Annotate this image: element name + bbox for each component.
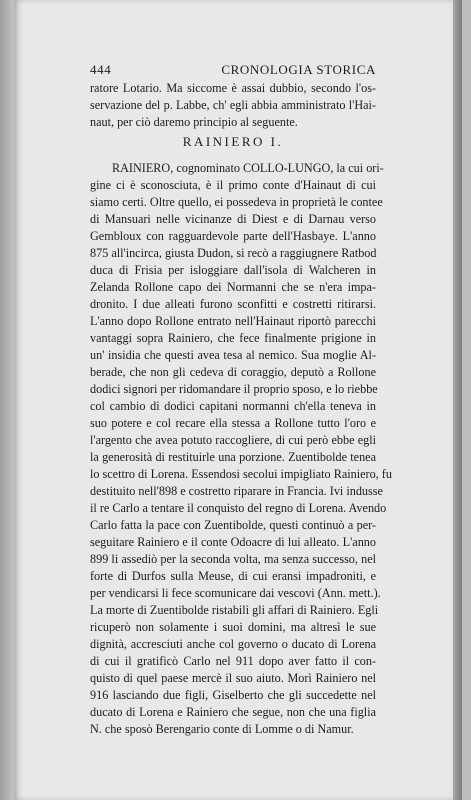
text-line: L'anno dopo Rollone entrato nell'Hainaut riportò parecchi [90, 314, 376, 328]
text-line: ducato di Lorena e Rainiero che segue, non che una figlia [90, 705, 376, 719]
text-line: Zelanda Rollone capo dei Normanni che se n'era impa- [90, 280, 376, 294]
text-line: 875 all'incirca, giusta Dudon, si recò a raggiugnere Ratbod [90, 246, 377, 260]
text-line: di Mansuari nelle vicinanze di Diest e di Darnau verso [90, 212, 376, 226]
text-line: per vendicarsi li fece scomunicare dai vescovi (Ann. mett.). [90, 586, 381, 600]
text-line: lo scettro di Lorena. Essendosi secolui impigliato Rainiero, fu [90, 467, 392, 481]
running-head [90, 62, 376, 78]
book-spine-shadow [0, 0, 14, 800]
text-line: un' insidia che questi avea tesa al nemico. Sua moglie Al- [90, 348, 376, 362]
text-line: quisto di quel paese mercè il suo aiuto. Morì Rainiero nel [90, 671, 376, 685]
text-line: destituito nell'898 e costretto riparare in Francia. Ivi indusse [90, 484, 383, 498]
text-line: seguitare Rainiero e il conte Odoacre di lui alleato. L'anno [90, 535, 376, 549]
text-line: 899 li assediò per la seconda volta, ma senza successo, nel [90, 552, 376, 566]
text-line: dronito. I due alleati furono sconfitti e costretti ritirarsi. [90, 297, 376, 311]
running-title: CRONOLOGIA STORICA [221, 62, 376, 77]
text-line: ratore Lotario. Ma siccome è assai dubbio, secondo l'os- [90, 81, 376, 95]
section-title: RAINIERO I. [182, 134, 284, 149]
text-line: forte di Durfos sulla Meuse, di cui eransi impadroniti, e [90, 569, 376, 583]
text-line: siamo certi. Oltre quello, ei possedeva in proprietà le contee [90, 195, 383, 209]
text-line: l'argento che avea potuto raccogliere, di cui però ebbe egli [90, 433, 376, 447]
text-line: Carlo fatta la pace con Zuentibolde, questi continuò a per- [90, 518, 376, 532]
text-line: suo potere e col recare ella stessa a Rollone tutto l'oro e [90, 416, 376, 430]
text-line: N. che sposò Berengario conte di Lomme o di Namur. [90, 722, 354, 736]
page-number: 444 [90, 62, 112, 77]
text-line: servazione del p. Labbe, ch' egli abbia amministrato l'Hai- [90, 98, 376, 112]
text-line: il re Carlo a tentare il conquisto del regno di Lorena. Avendo [90, 501, 387, 515]
page-edge-shadow [453, 0, 462, 800]
text-line: la generosità di restituirle una porzione. Zuentibolde tenea [90, 450, 376, 464]
text-line: vantaggi sopra Rainiero, che fece finalmente prigione in [90, 331, 376, 345]
text-line: dodici signori per ridomandare il proprio sposo, e lo riebbe [90, 382, 378, 396]
text-line: gine ci è sconosciuta, è il primo conte d'Hainaut di cui [90, 178, 376, 192]
text-line: Gembloux con ragguardevole parte dell'Hasbaye. L'anno [90, 229, 376, 243]
text-line: berade, che non gli cedeva di coraggio, deputò a Rollone [90, 365, 376, 379]
text-line: duca di Frisia per isloggiare dall'isola di Walcheren in [90, 263, 376, 277]
text-line: RAINIERO, cognominato COLLO-LUNGO, la cui ori- [112, 161, 384, 175]
text-line: di cui il gratificò Carlo nel 911 dopo aver fatto il con- [90, 654, 376, 668]
text-line: 916 lasciando due figli, Giselberto che gli succedette nel [90, 688, 376, 702]
text-line: dignità, accresciuti anche col governo o ducato di Lorena [90, 637, 376, 651]
text-line: naut, per ciò daremo principio al seguente. [90, 115, 298, 129]
text-line: col cambio di dodici capitani normanni ch'ella teneva in [90, 399, 376, 413]
text-line: La morte di Zuentibolde ristabilì gli affari di Rainiero. Egli [90, 603, 379, 617]
text-line: ricuperò non solamente i suoi domini, ma altresì le sue [90, 620, 376, 634]
